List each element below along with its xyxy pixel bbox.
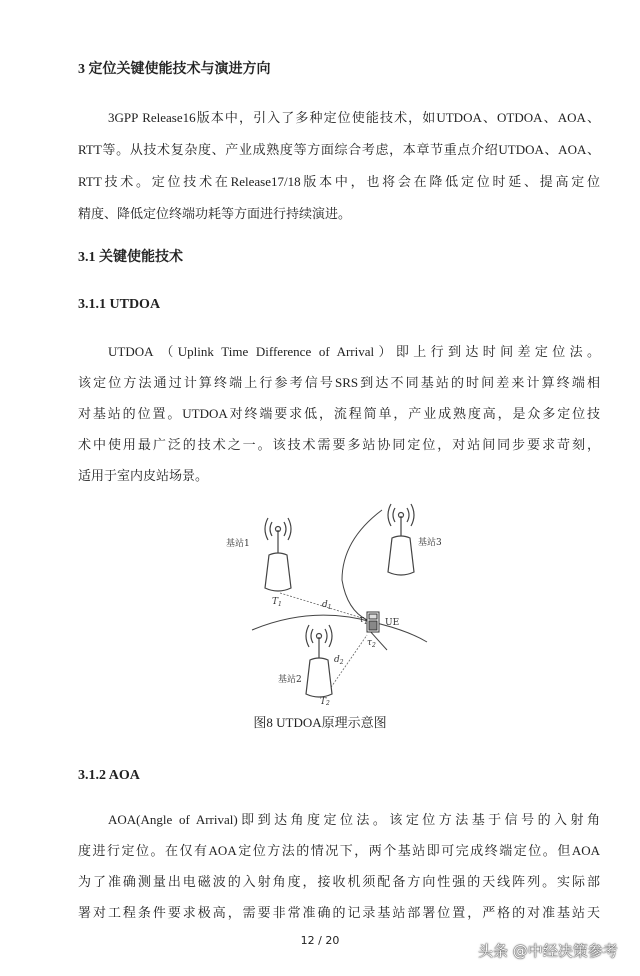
para1-line: 精度、降低定位终端功耗等方面进行持续演进。	[78, 206, 352, 221]
svg-text:d2: $d_2$	[334, 655, 344, 666]
base-station-1-icon	[265, 518, 291, 591]
base-station-3-icon	[388, 504, 414, 575]
bs2-label: 基站2	[278, 675, 302, 685]
svg-text:d1: $d_1$	[322, 600, 332, 611]
para1-line: 3GPP Release16版本中，引入了多种定位使能技术，如UTDOA、OTDOA、AOA、	[108, 110, 600, 125]
d2-label: d	[334, 655, 340, 665]
ue-phone-icon	[367, 612, 379, 632]
para3-line: 署对工程条件要求极高，需要非常准确的记录基站部署位置，严格的对准基站天	[78, 905, 600, 920]
para1-line: RTT等。从技术复杂度、产业成熟度等方面综合考虑，本章节重点介绍UTDOA、AOA、	[78, 142, 600, 157]
bs1-label: 基站1	[226, 539, 250, 549]
d1-label: d	[322, 600, 328, 610]
section-3-1-1-heading: 3.1.1 UTDOA	[78, 297, 161, 312]
para2-line: 该定位方法通过计算终端上行参考信号SRS到达不同基站的时间差来计算终端相	[78, 375, 600, 390]
ue-label: UE	[385, 618, 400, 628]
base-station-2-icon	[306, 625, 332, 697]
t1-label: T	[272, 597, 279, 607]
t2-label: T	[320, 697, 327, 705]
para2-line: UTDOA （Uplink Time Difference of Arrival）即上行到达时间差定位法。	[108, 344, 600, 359]
svg-text:T1: $T_1$	[272, 597, 282, 608]
para3-line: AOA(Angle of Arrival)即到达角度定位法。该定位方法基于信号的入射角	[108, 812, 600, 827]
section-3-heading: 3 定位关键使能技术与演进方向	[78, 62, 271, 77]
hyperbola-curve	[252, 615, 427, 642]
figure-caption: 图8 UTDOA原理示意图	[253, 715, 387, 730]
para3-line: 为了准确测量出电磁波的入射角度，接收机须配备方向性强的天线阵列。实际部	[78, 874, 600, 889]
svg-text:T2: T2	[320, 697, 330, 705]
para1-line: RTT技术。定位技术在Release17/18版本中，也将会在降低定位时延、提高定位	[78, 174, 600, 189]
para3-line: 度进行定位。在仅有AOA定位方法的情况下，两个基站即可完成终端定位。但AOA	[78, 843, 600, 858]
d1-line	[280, 593, 362, 618]
para2-line: 适用于室内皮站场景。	[78, 468, 209, 483]
page-number: 12 / 20	[300, 934, 340, 947]
utdoa-diagram	[222, 500, 462, 705]
tau1-label: τ	[359, 615, 364, 625]
watermark: 头条 @中经决策参考	[478, 942, 618, 960]
hyperbola-curve	[342, 510, 382, 620]
section-3-1-2-heading: 3.1.2 AOA	[78, 768, 140, 783]
tau2-label: τ	[367, 638, 372, 648]
svg-text:τ1: $\tau_1$	[359, 615, 368, 626]
bs3-label: 基站3	[418, 538, 442, 548]
para2-line: 术中使用最广泛的技术之一。该技术需要多站协同定位，对站间同步要求苛刻，	[78, 437, 600, 452]
section-3-1-heading: 3.1 关键使能技术	[78, 250, 183, 265]
svg-text:τ2: $\tau_2$	[367, 638, 376, 649]
para2-line: 对基站的位置。UTDOA对终端要求低，流程简单，产业成熟度高，是众多定位技	[78, 406, 600, 421]
